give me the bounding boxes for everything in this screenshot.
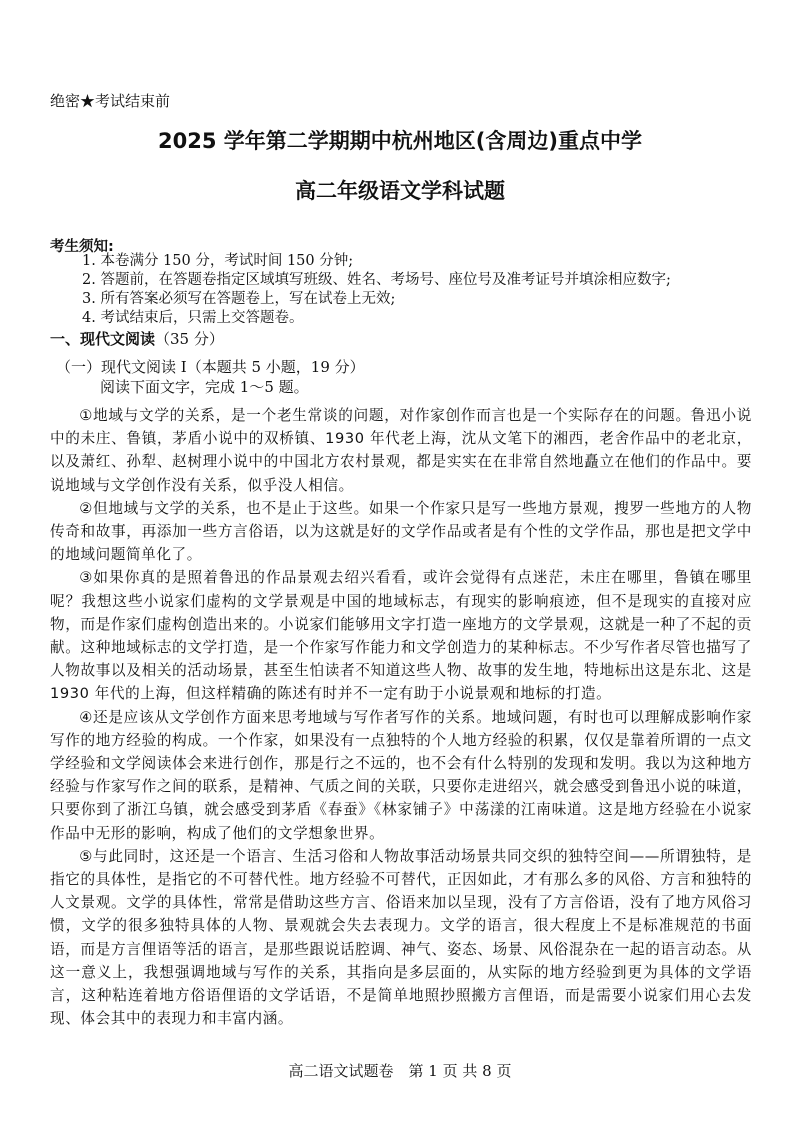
passage-paragraph: ①地域与文学的关系，是一个老生常谈的问题，对作家创作而言也是一个实际存在的问题。鲁迅小说中的未庄、鲁镇，茅盾小说中的双桥镇、1930 年代老上海，沈从文笔下的湘西，老舍作品中的老北京，以及萧红、孙犁、赵树理小说中的中国北方农村景观，都是实实在在非常自然地矗立在他们的作品中。要说地域与文学创作没有关系，似乎没人相信。 xyxy=(50,407,752,494)
notice-item: 1. 本卷满分 150 分，考试时间 150 分钟; xyxy=(82,253,354,269)
page-footer: 高二语文试题卷 第 1 页 共 8 页 xyxy=(288,1062,512,1080)
passage-paragraph: ③如果你真的是照着鲁迅的作品景观去绍兴看看，或许会觉得有点迷茫，未庄在哪里，鲁镇在哪里呢？我想这些小说家们虚构的文学景观是中国的地域标志，有现实的影响痕迹，但不是现实的直接对应物，而是作家们虚构创造出来的。小说家们能够用文字打造一座地方的文学景观，这就是一种了不起的贡献。这种地域标志的文学打造，是一个作家写作能力和文学创造力的某种标志。不少写作者尽管也描写了人物故事以及相关的活动场景，甚至生怕读者不知道这些人物、故事的发生地，特地标出这是东北、这是 1930 年代的上海，但这样精确的陈述有时并不一定有助于小说景观和地标的打造。 xyxy=(50,569,752,703)
passage-paragraph: ②但地域与文学的关系，也不是止于这些。如果一个作家只是写一些地方景观，搜罗一些地方的人物传奇和故事，再添加一些方言俗语，以为这就是好的文学作品或者是有个性的文学作品，那也是把文学中的地域问题简单化了。 xyxy=(50,499,752,564)
confidential-mark: 绝密★考试结束前 xyxy=(50,92,171,110)
notice-item: 2. 答题前，在答题卷指定区域填写班级、姓名、考场号、座位号及准考证号并填涂相应数字; xyxy=(82,272,671,288)
section-heading xyxy=(50,328,224,349)
reading-passage xyxy=(50,404,752,1030)
notice-title: 考生须知: xyxy=(50,239,114,255)
section-heading-text: 一、现代文阅读 xyxy=(50,330,156,348)
passage-paragraph: ④还是应该从文学创作方面来思考地域与写作者写作的关系。地域问题，有时也可以理解成影响作家写作的地方经验的构成。一个作家，如果没有一点独特的个人地方经验的积累，仅仅是靠着所谓的一点文学经验和文学阅读体会来进行创作，那是行之不远的，也不会有什么特别的发现和发明。我以为这种地方经验与作家写作之间的联系，是精神、气质之间的关联，只要你走进绍兴，就会感受到鲁迅小说的味道，只要你到了浙江乌镇，就会感受到茅盾《春蚕》《林家铺子》中荡漾的江南味道。这是地方经验在小说家作品中无形的影响，构成了他们的文学想象世界。 xyxy=(50,708,752,842)
section-points: （35 分） xyxy=(155,330,224,348)
notice-item: 3. 所有答案必须写在答题卷上，写在试卷上无效; xyxy=(82,291,396,307)
notice-item: 4. 考试结束后，只需上交答题卷。 xyxy=(82,310,304,326)
notice-list xyxy=(82,252,772,328)
subsection-heading: （一）现代文阅读 I（本题共 5 小题，19 分） xyxy=(56,358,365,376)
exam-subtitle: 高二年级语文学科试题 xyxy=(295,179,505,203)
exam-title: 2025 学年第二学期期中杭州地区(含周边)重点中学 xyxy=(158,129,642,153)
passage-paragraph: ⑤与此同时，这还是一个语言、生活习俗和人物故事活动场景共同交织的独特空间——所谓独特，是指它的具体性，是指它的不可替代性。地方经验不可替代，正因如此，才有那么多的风俗、方言和独特的人文景观。文学的具体性，常常是借助这些方言、俗语来加以呈现，没有了方言俗语，没有了地方风俗习惯，文学的很多独特具体的人物、景观就会失去表现力。文学的语言，很大程度上不是标准规范的书面语，而是方言俚语等活的语言，是那些跟说话腔调、神气、姿态、场景、风俗混杂在一起的语言动态。从这一意义上，我想强调地域与写作的关系，其指向是多层面的，从实际的地方经验到更为具体的文学语言，这种粘连着地方俗语俚语的文学话语，不是简单地照抄照搬方言俚语，而是需要小说家们用心去发现、体会其中的表现力和丰富内涵。 xyxy=(50,847,752,1028)
reading-instruction: 阅读下面文字，完成 1～5 题。 xyxy=(100,378,309,396)
